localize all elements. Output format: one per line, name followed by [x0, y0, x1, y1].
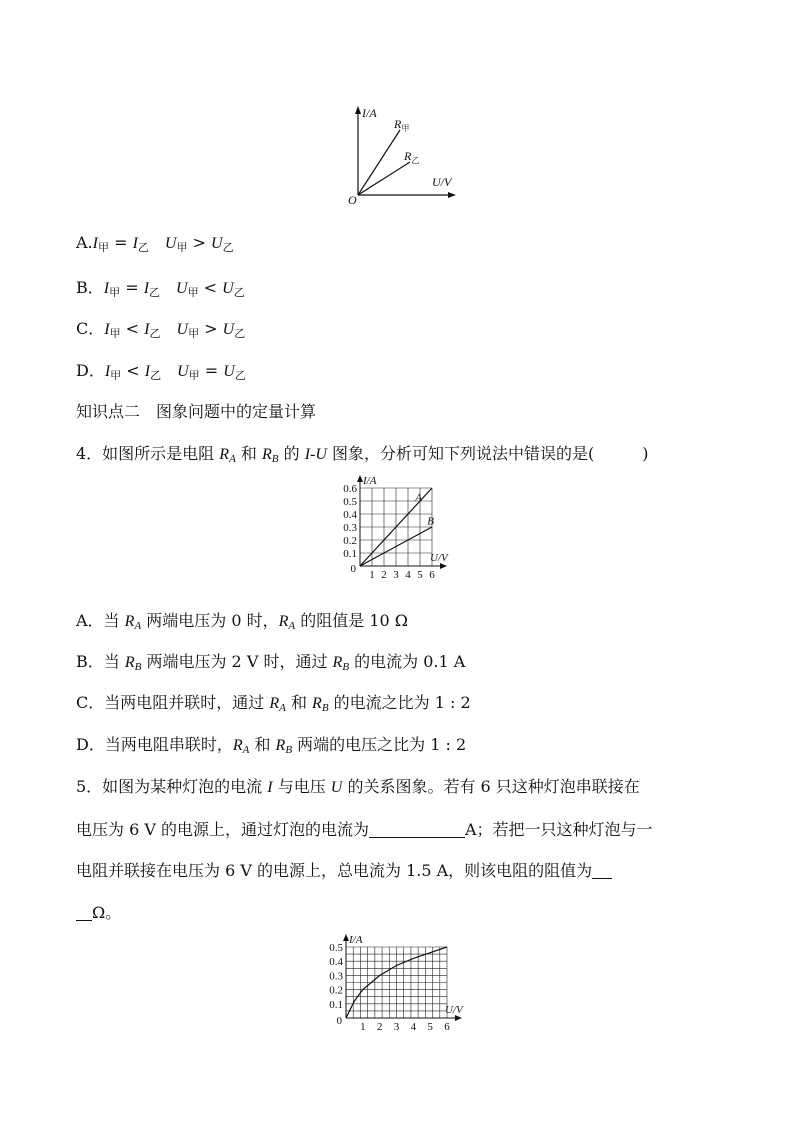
x-tick-label: 3 — [393, 1021, 400, 1033]
y-axis-label: I/A — [349, 934, 363, 946]
q3-option-b[interactable]: B．I甲 = I乙 U甲 < U乙 — [76, 278, 245, 299]
x-tick-label: 2 — [376, 1021, 383, 1033]
q4-option-b[interactable]: B．当 RB 两端电压为 2 V 时，通过 RB 的电流为 0.1 A — [76, 652, 466, 673]
x-tick-label: 4 — [405, 569, 411, 581]
r-yi-line — [358, 162, 410, 195]
figure-r-jia-r-yi — [340, 100, 470, 210]
x-tick-label: 5 — [417, 569, 423, 581]
q5-line-4: Ω。 — [76, 900, 121, 923]
q3-option-c[interactable]: C．I甲 < I乙 U甲 > U乙 — [76, 319, 246, 340]
series-label-B: B — [427, 515, 434, 528]
q3-option-a[interactable]: A.I甲 = I乙 U甲 > U乙 — [76, 233, 234, 254]
y-tick-label: 0.4 — [343, 509, 357, 521]
x-tick-label: 1 — [360, 1021, 366, 1033]
origin-label: 0 — [336, 1015, 342, 1027]
q4-option-a[interactable]: A．当 RA 两端电压为 0 时，RA 的阻值是 10 Ω — [76, 611, 409, 632]
series-label-A: A — [415, 492, 422, 504]
chart-ra-rb — [338, 476, 468, 584]
chart-bulb-iu — [322, 934, 482, 1042]
origin-label: O — [348, 193, 357, 207]
answer-blank-current[interactable] — [369, 821, 465, 838]
y-tick-label: 0.2 — [329, 984, 343, 997]
y-tick-label: 0.5 — [343, 496, 357, 508]
x-tick-label: 6 — [429, 569, 435, 581]
y-tick-label: 0.6 — [343, 483, 357, 495]
y-tick-label: 0.5 — [329, 942, 343, 954]
q4-option-c[interactable]: C．当两电阻并联时，通过 RA 和 RB 的电流之比为 1 : 2 — [76, 693, 471, 714]
y-tick-label: 0.1 — [329, 998, 343, 1011]
r-yi-label: $R_乙$ — [404, 149, 420, 165]
origin-label: 0 — [350, 563, 356, 575]
r-jia-label: $R_甲$ — [394, 117, 410, 133]
x-tick-label: 4 — [410, 1021, 417, 1033]
x-tick-label: 2 — [381, 569, 387, 581]
q3-option-d[interactable]: D．I甲 < I乙 U甲 = U乙 — [76, 361, 246, 382]
y-tick-label: 0.3 — [343, 522, 357, 534]
y-axis-label: I/A — [362, 106, 377, 120]
q5-line-2: 电压为 6 V 的电源上，通过灯泡的电流为 A；若把一只这种灯泡与一 — [76, 820, 653, 839]
y-tick-label: 0.3 — [329, 970, 343, 983]
x-axis-label: U/V — [430, 552, 448, 564]
x-tick-label: 5 — [427, 1021, 433, 1033]
answer-blank-resistance-part2[interactable] — [76, 904, 92, 921]
x-tick-label: 1 — [369, 569, 375, 581]
x-axis-label: U/V — [445, 1004, 463, 1016]
x-tick-label: 3 — [393, 569, 399, 581]
y-tick-label: 0.4 — [329, 956, 343, 969]
r-jia-line — [358, 130, 400, 195]
y-tick-label: 0.1 — [343, 548, 357, 560]
y-axis-label: I/A — [363, 475, 377, 487]
answer-blank-resistance-part1[interactable] — [592, 862, 612, 879]
q4-stem: 4．如图所示是电阻 RA 和 RB 的 I-U 图象，分析可知下列说法中错误的是( ) — [76, 444, 649, 465]
y-tick-label: 0.2 — [343, 535, 357, 547]
x-axis-label: U/V — [432, 175, 452, 189]
x-tick-label: 6 — [444, 1021, 450, 1033]
q5-line-3: 电阻并联接在电压为 6 V 的电源上，总电流为 1.5 A，则该电阻的阻值为 — [76, 858, 612, 881]
q4-option-d[interactable]: D．当两电阻串联时，RA 和 RB 两端的电压之比为 1 : 2 — [76, 735, 467, 756]
section-title: 知识点二 图象问题中的定量计算 — [76, 402, 317, 421]
q5-line-1: 5．如图为某种灯泡的电流 I 与电压 U 的关系图象。若有 6 只这种灯泡串联接在 — [76, 777, 640, 796]
